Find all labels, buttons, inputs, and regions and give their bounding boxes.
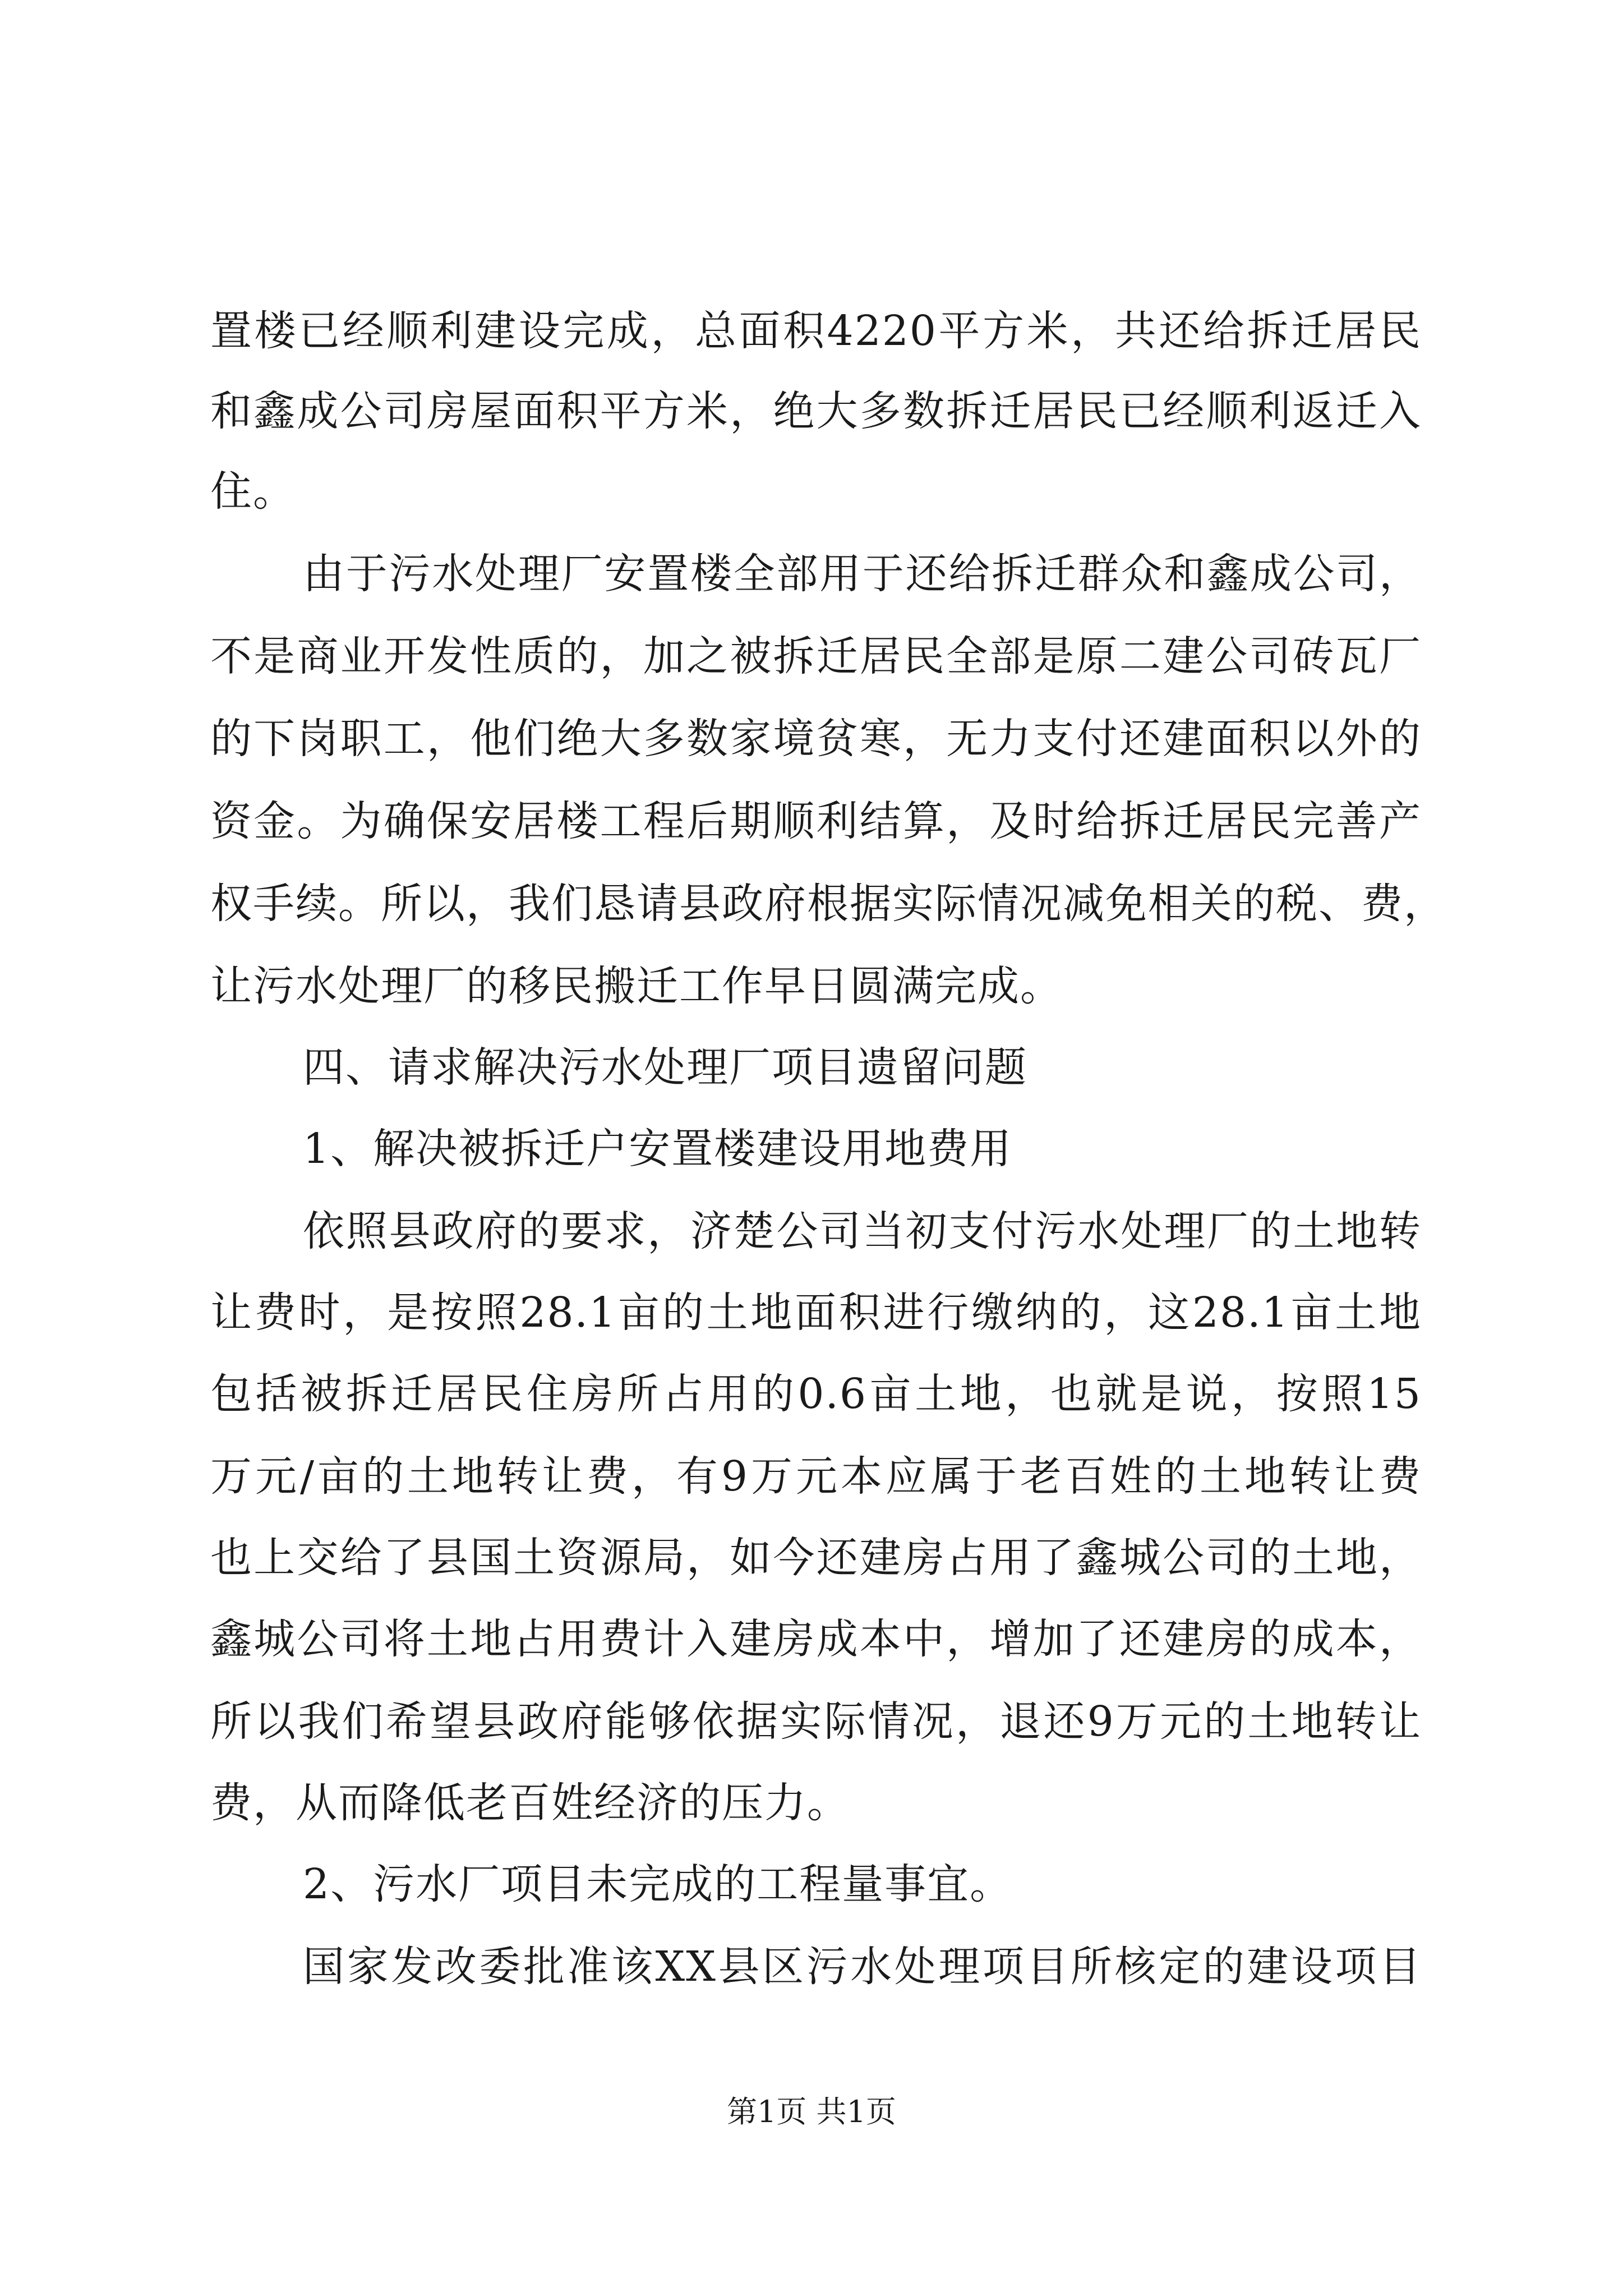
- text-line: 资金。为确保安居楼工程后期顺利结算，及时给拆迁居民完善产: [210, 797, 1422, 845]
- text-line: 让污水处理厂的移民搬迁工作早日圆满完成。: [210, 962, 1063, 1010]
- text-line: 费，从而降低老百姓经济的压力。: [210, 1779, 850, 1827]
- text-line: 置楼已经顺利建设完成，总面积4220平方米，共还给拆迁居民: [210, 307, 1422, 355]
- text-line: 也上交给了县国土资源局，如今还建房占用了鑫城公司的土地，: [210, 1534, 1422, 1582]
- text-line: 万元/亩的土地转让费，有9万元本应属于老百姓的土地转让费: [210, 1452, 1422, 1501]
- text-line: 所以我们希望县政府能够依据实际情况，退还9万元的土地转让: [210, 1697, 1422, 1746]
- text-line: 国家发改委批准该XX县区污水处理项目所核定的建设项目: [303, 1943, 1422, 1991]
- section-heading: 四、请求解决污水处理厂项目遗留问题: [303, 1043, 1027, 1092]
- text-line: 的下岗职工，他们绝大多数家境贫寒，无力支付还建面积以外的: [210, 715, 1422, 763]
- text-line: 住。: [210, 467, 296, 516]
- text-line: 包括被拆迁居民住房所占用的0.6亩土地，也就是说，按照15: [210, 1370, 1422, 1418]
- text-line: 让费时，是按照28.1亩的土地面积进行缴纳的，这28.1亩土地: [210, 1289, 1422, 1337]
- subsection-heading: 1、解决被拆迁户安置楼建设用地费用: [303, 1125, 1013, 1173]
- subsection-heading: 2、污水厂项目未完成的工程量事宜。: [303, 1860, 1013, 1908]
- text-line: 不是商业开发性质的，加之被拆迁居民全部是原二建公司砖瓦厂: [210, 632, 1422, 680]
- text-line: 鑫城公司将土地占用费计入建房成本中，增加了还建房的成本，: [210, 1615, 1422, 1663]
- text-line: 和鑫成公司房屋面积平方米，绝大多数拆迁居民已经顺利返迁入: [210, 387, 1422, 435]
- text-line: 由于污水处理厂安置楼全部用于还给拆迁群众和鑫成公司，: [303, 550, 1422, 598]
- page-number-footer: 第1页 共1页: [727, 2094, 896, 2129]
- text-line: 权手续。所以，我们恳请县政府根据实际情况减免相关的税、费，: [210, 880, 1446, 928]
- text-line: 依照县政府的要求，济楚公司当初支付污水处理厂的土地转: [303, 1207, 1422, 1255]
